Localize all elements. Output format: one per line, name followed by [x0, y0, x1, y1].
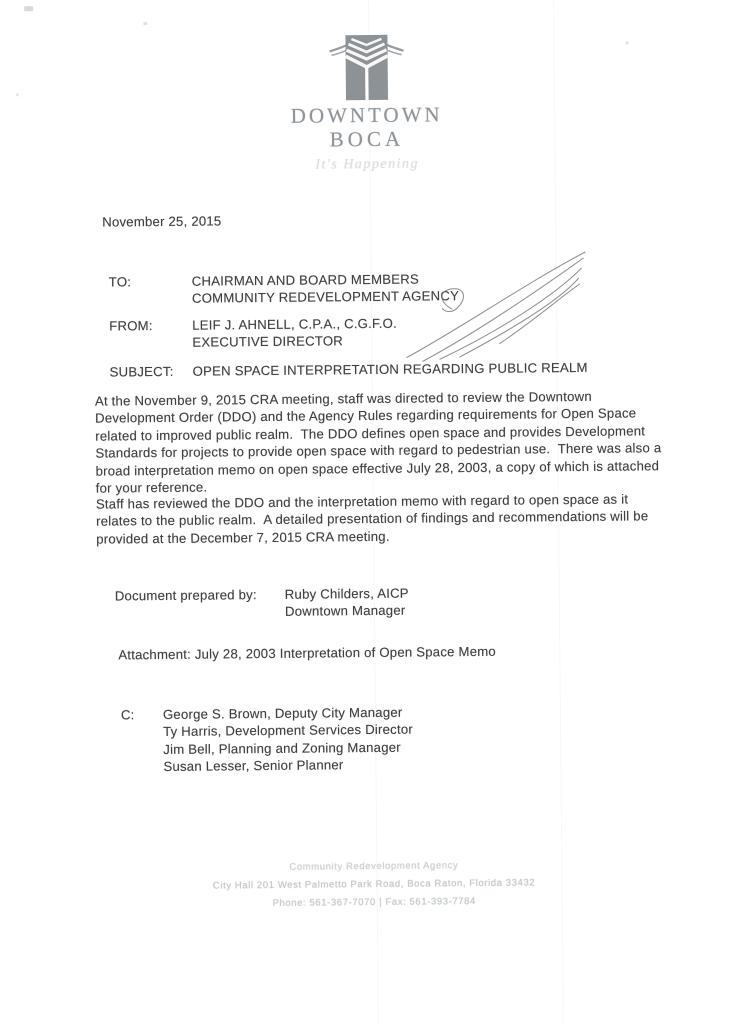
letterhead-footer [4, 854, 739, 915]
cc-name-3: Jim Bell, Planning and Zoning Manager [163, 739, 401, 757]
to-line-1: CHAIRMAN AND BOARD MEMBERS [191, 271, 420, 289]
cc-name-1: George S. Brown, Deputy City Manager [162, 704, 403, 722]
footer-phone-fax: Phone: 561-367-7070 | Fax: 561-393-7784 [272, 896, 476, 909]
prepared-by-label: Document prepared by: [114, 587, 257, 604]
subject-line: OPEN SPACE INTERPRETATION REGARDING PUBLIC REALM [192, 359, 588, 379]
subject-label: SUBJECT: [109, 363, 174, 380]
prepared-by-block [115, 585, 409, 623]
logo-text-boca: BOCA [329, 126, 405, 152]
from-label: FROM: [109, 318, 153, 334]
footer-agency-name: Community Redevelopment Agency [289, 860, 459, 873]
memo-date: November 25, 2015 [102, 213, 222, 230]
footer-address: City Hall 201 West Palmetto Park Road, Boca Raton, Florida 33432 [212, 877, 536, 892]
to-label: TO: [108, 274, 132, 290]
logo-tagline: It's Happening [315, 156, 420, 173]
scan-artifact [143, 22, 147, 25]
downtown-boca-emblem-icon [327, 34, 406, 103]
scan-artifact [24, 6, 33, 11]
cc-label: C: [120, 707, 135, 723]
prepared-by-title: Downtown Manager [284, 603, 406, 620]
to-line-2: COMMUNITY REDEVELOPMENT AGENCY [191, 288, 460, 307]
body-paragraph-1: At the November 9, 2015 CRA meeting, staff was directed to review the Downtown Development Order (DDO) and the Agency Rules regarding requirements for Open Space related to improved public realm. The DDO defines open space and provides Development Standards for projects to provide open space with regard to pedestrian use. There was also a broad interpretation memo on open space effective July 28, 2003, a copy of which is attached for your reference. [94, 388, 666, 496]
cc-block [121, 704, 413, 776]
attachment-line: Attachment: July 28, 2003 Interpretation of Open Space Memo [118, 643, 497, 663]
signature-scribble [403, 246, 589, 366]
cc-name-2: Ty Harris, Development Services Director [163, 722, 413, 740]
from-line-1: LEIF J. AHNELL, C.P.A., C.G.F.O. [192, 315, 398, 333]
cc-name-4: Susan Lesser, Senior Planner [163, 757, 344, 775]
downtown-boca-logo [0, 30, 737, 176]
from-line-2: EXECUTIVE DIRECTOR [192, 333, 344, 351]
body-paragraph-2: Staff has reviewed the DDO and the interpretation memo with regard to open space as it relates to the public realm. A detailed presentation of findings and recommendations will be provided at the December 7, 2015 CRA meeting. [95, 491, 653, 547]
prepared-by-name: Ruby Childers, AICP [284, 585, 409, 602]
logo-text-downtown: DOWNTOWN [290, 102, 443, 128]
memo-field-from [109, 315, 397, 353]
